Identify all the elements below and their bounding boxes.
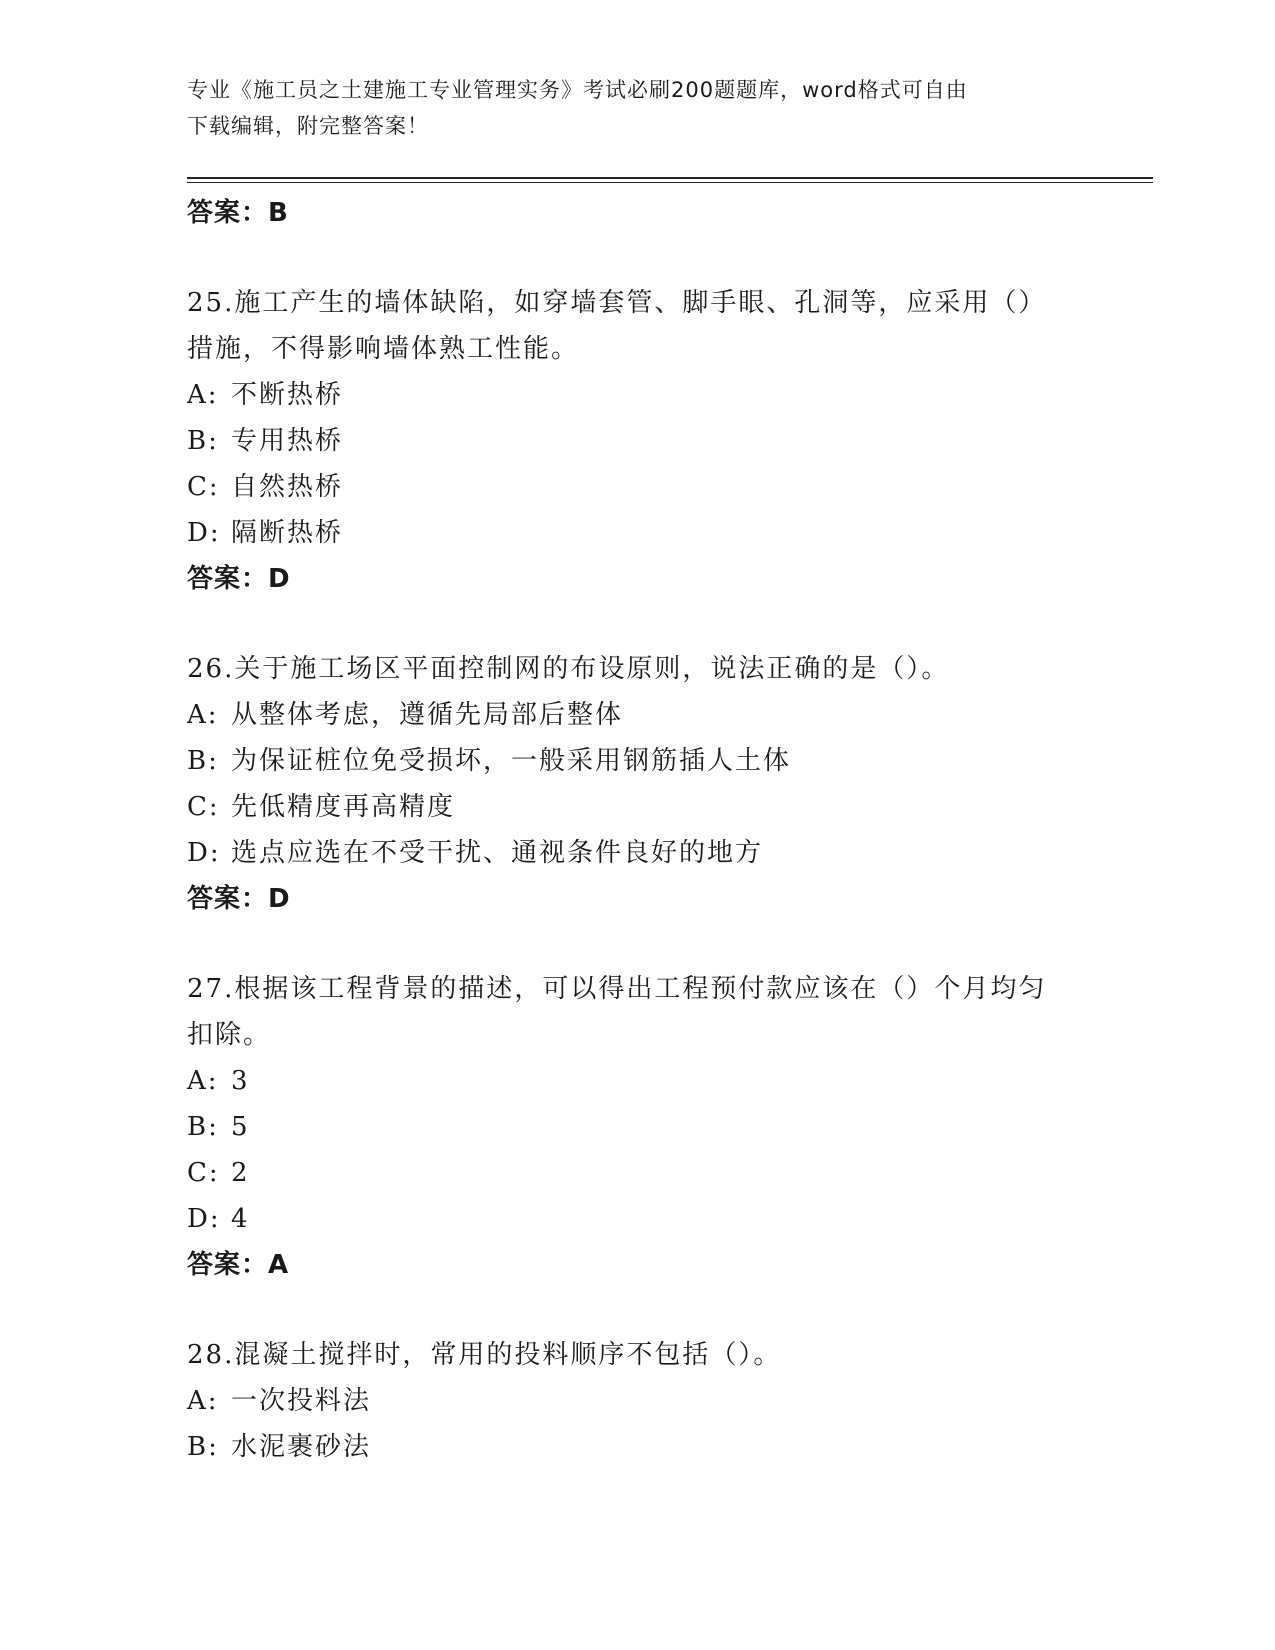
question-27 [187, 966, 1087, 1288]
option-c [187, 1150, 1087, 1196]
answer-line: 答案：D [187, 564, 291, 594]
option-label: C: [187, 792, 220, 822]
option-label: B: [187, 426, 219, 456]
option-a [187, 1378, 1087, 1424]
question-28 [187, 1332, 1087, 1470]
option-d [187, 1196, 1087, 1242]
question-text-cont: 扣除。 [187, 1020, 272, 1050]
option-label: C: [187, 472, 220, 502]
option-label: A: [187, 1386, 219, 1416]
option-text: 3 [231, 1066, 250, 1096]
option-label: D: [187, 838, 221, 868]
option-label: B: [187, 1432, 219, 1462]
option-text: 为保证桩位免受损坏，一般采用钢筋插人土体 [231, 746, 792, 776]
option-text: 隔断热桥 [231, 518, 344, 548]
option-text: 5 [231, 1112, 250, 1142]
question-25 [187, 280, 1087, 602]
option-text: 选点应选在不受干扰、通视条件良好的地方 [231, 838, 764, 868]
option-label: D: [187, 518, 221, 548]
option-label: A: [187, 380, 219, 410]
answer-line: 答案：D [187, 884, 291, 914]
answer-line: 答案：A [187, 1250, 290, 1280]
option-label: C: [187, 1158, 220, 1188]
question-text-cont: 措施，不得影响墙体熟工性能。 [187, 334, 580, 364]
option-label: A: [187, 700, 219, 730]
header-line-1: 专业《施工员之土建施工专业管理实务》考试必刷200题题库，word格式可自由 [187, 78, 968, 102]
option-d [187, 510, 1087, 556]
question-text: 26.关于施工场区平面控制网的布设原则，说法正确的是（）。 [187, 654, 950, 684]
option-label: D: [187, 1204, 221, 1234]
option-c [187, 464, 1087, 510]
answer-line: 答案：B [187, 198, 289, 228]
option-a [187, 692, 1087, 738]
option-text: 自然热桥 [231, 472, 344, 502]
option-c [187, 784, 1087, 830]
option-text: 专用热桥 [231, 426, 344, 456]
header-line-2: 下载编辑，附完整答案！ [187, 114, 429, 138]
header-rule-thick [187, 177, 1153, 179]
option-text: 2 [231, 1158, 250, 1188]
option-text: 4 [231, 1204, 250, 1234]
option-label: A: [187, 1066, 219, 1096]
question-26 [187, 646, 1087, 922]
question-text: 25.施工产生的墙体缺陷，如穿墙套管、脚手眼、孔洞等，应采用（） [187, 288, 1047, 318]
option-text: 水泥裹砂法 [231, 1432, 372, 1462]
header-rule-thin [187, 182, 1153, 183]
option-label: B: [187, 746, 219, 776]
option-a [187, 372, 1087, 418]
option-label: B: [187, 1112, 219, 1142]
question-text: 27.根据该工程背景的描述，可以得出工程预付款应该在（）个月均匀 [187, 974, 1047, 1004]
option-b [187, 1424, 1087, 1470]
option-text: 先低精度再高精度 [231, 792, 456, 822]
option-b [187, 418, 1087, 464]
option-text: 不断热桥 [231, 380, 344, 410]
option-d [187, 830, 1087, 876]
option-a [187, 1058, 1087, 1104]
document-body [187, 190, 1087, 1470]
document-header [187, 72, 1067, 144]
option-b [187, 1104, 1087, 1150]
option-b [187, 738, 1087, 784]
option-text: 一次投料法 [231, 1386, 372, 1416]
question-text: 28.混凝土搅拌时，常用的投料顺序不包括（）。 [187, 1340, 782, 1370]
option-text: 从整体考虑，遵循先局部后整体 [231, 700, 624, 730]
